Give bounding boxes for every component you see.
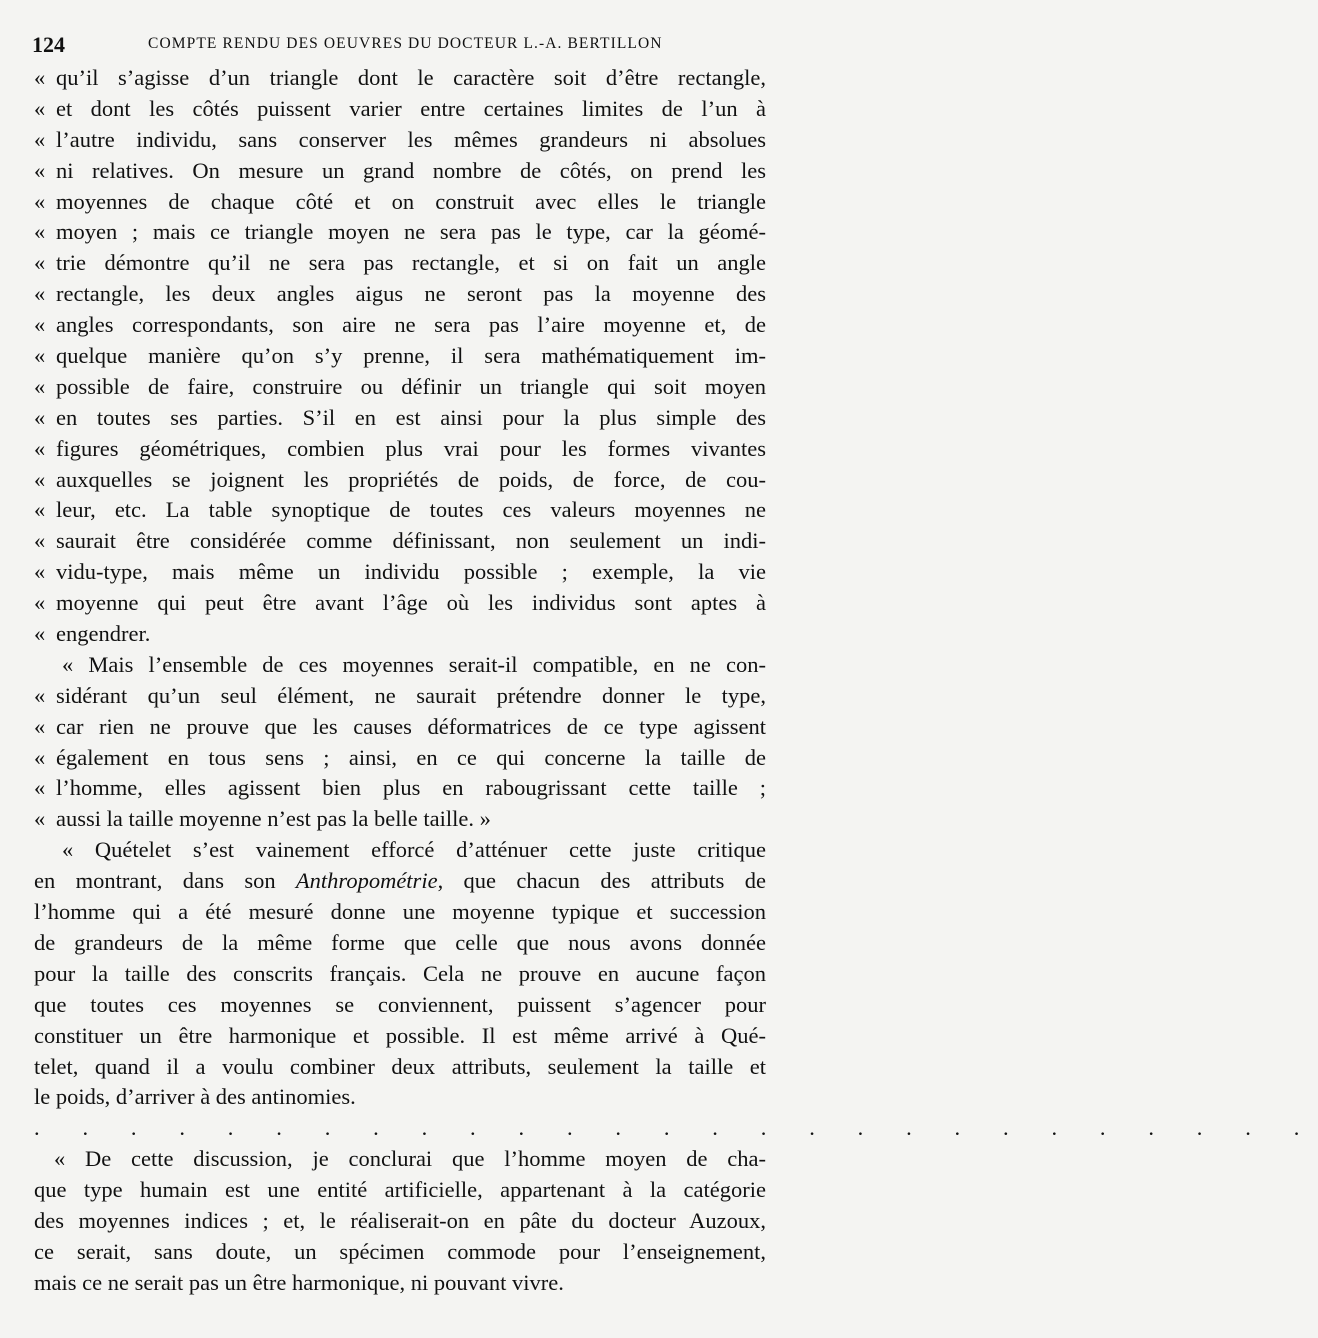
- quote-mark: «: [34, 466, 46, 492]
- quote-mark: «: [34, 621, 46, 647]
- text-line: « trie démontre qu’il ne sera pas rectangle, et si on fait un angle: [34, 248, 766, 279]
- text-line: « l’autre individu, sans conserver les mêmes grandeurs ni absolues: [34, 125, 766, 156]
- text-line: « Quételet s’est vainement efforcé d’atténuer cette juste critique: [62, 837, 766, 863]
- text-line: « car rien ne prouve que les causes déformatrices de ce type agissent: [34, 712, 766, 743]
- text-line: « moyennes de chaque côté et on construit avec elles le triangle: [34, 187, 766, 218]
- text-line: « possible de faire, construire ou définir un triangle qui soit moyen: [34, 372, 766, 403]
- text-line: l’homme qui a été mesuré donne une moyenne typique et succession: [34, 899, 766, 925]
- text-line: que toutes ces moyennes se conviennent, puissent s’agencer pour: [34, 991, 766, 1017]
- text-line: mais ce ne serait pas un être harmonique, ni pouvant vivre.: [34, 1269, 564, 1295]
- quote-mark: «: [34, 775, 46, 801]
- text-line: que type humain est une entité artificielle, appartenant à la catégorie: [34, 1177, 766, 1203]
- text-line: « De cette discussion, je conclurai que l’homme moyen de cha-: [54, 1146, 766, 1172]
- quote-mark: «: [34, 590, 46, 616]
- text-line: « ni relatives. On mesure un grand nombre de côtés, on prend les: [34, 156, 766, 187]
- quote-mark: «: [34, 682, 46, 708]
- text-line: de grandeurs de la même forme que celle que nous avons donnée: [34, 929, 766, 955]
- text-line: « vidu-type, mais même un individu possible ; exemple, la vie: [34, 557, 766, 588]
- text-line: des moyennes indices ; et, le réaliserait-on en pâte du docteur Auzoux,: [34, 1207, 766, 1233]
- quote-mark: «: [34, 250, 46, 276]
- quote-mark: «: [34, 528, 46, 554]
- text-line: « et dont les côtés puissent varier entre certaines limites de l’un à: [34, 94, 766, 125]
- quote-mark: «: [34, 65, 46, 90]
- quote-mark: «: [34, 343, 46, 369]
- quote-mark: «: [34, 312, 46, 338]
- text-line: pour la taille des conscrits français. Cela ne prouve en aucune façon: [34, 960, 766, 986]
- text-line: en montrant, dans son Anthropométrie, que chacun des attributs de: [34, 868, 766, 894]
- text-line: « figures géométriques, combien plus vrai pour les formes vivantes: [34, 434, 766, 465]
- quote-mark: «: [34, 281, 46, 307]
- quote-mark: «: [34, 157, 46, 183]
- page-number: 124: [32, 32, 65, 57]
- text-line: « quelque manière qu’on s’y prenne, il sera mathématiquement im-: [34, 341, 766, 372]
- quote-mark: «: [34, 435, 46, 461]
- text-line: « Mais l’ensemble de ces moyennes serait-il compatible, en ne con-: [62, 651, 766, 677]
- ellipsis-row: . . . . . . . . . . . . . . . . . . . . . . . . . . .: [34, 1115, 1318, 1141]
- quote-mark: «: [34, 559, 46, 585]
- text-line: « rectangle, les deux angles aigus ne seront pas la moyenne des: [34, 279, 766, 310]
- quote-mark: «: [34, 219, 46, 245]
- text-line: « leur, etc. La table synoptique de toutes ces valeurs moyennes ne: [34, 495, 766, 526]
- text-line: constituer un être harmonique et possible. Il est même arrivé à Qué-: [34, 1022, 766, 1048]
- text-line: le poids, d’arriver à des antinomies.: [34, 1084, 356, 1110]
- text-line: « auxquelles se joignent les propriétés de poids, de force, de cou-: [34, 465, 766, 496]
- text-line: « moyenne qui peut être avant l’âge où les individus sont aptes à: [34, 588, 766, 619]
- quote-mark: «: [34, 188, 46, 214]
- book-title: Anthropométrie: [295, 868, 438, 894]
- quote-mark: «: [34, 497, 46, 523]
- text-line: telet, quand il a voulu combiner deux attributs, seulement la taille et: [34, 1053, 766, 1079]
- text-line: « en toutes ses parties. S’il en est ainsi pour la plus simple des: [34, 403, 766, 434]
- quote-mark: «: [34, 806, 46, 832]
- text-line: « qu’il s’agisse d’un triangle dont le caractère soit d’être rectangle,: [34, 63, 766, 94]
- text-line: « également en tous sens ; ainsi, en ce qui concerne la taille de: [34, 743, 766, 774]
- text-line: « saurait être considérée comme définissant, non seulement un indi-: [34, 526, 766, 557]
- text-line: « moyen ; mais ce triangle moyen ne sera pas le type, car la géomé-: [34, 217, 766, 248]
- text-line: « engendrer.: [34, 619, 766, 650]
- quote-mark: «: [34, 744, 46, 770]
- running-title: COMPTE RENDU DES OEUVRES DU DOCTEUR L.-A. BERTILLON: [148, 35, 663, 52]
- quote-mark: «: [34, 404, 46, 430]
- text-line: « angles correspondants, son aire ne sera pas l’aire moyenne et, de: [34, 310, 766, 341]
- quote-mark: «: [34, 713, 46, 739]
- text-line: « l’homme, elles agissent bien plus en rabougrissant cette taille ;: [34, 773, 766, 804]
- text-line: ce serait, sans doute, un spécimen commode pour l’enseignement,: [34, 1238, 766, 1264]
- quote-mark: «: [34, 95, 46, 121]
- text-line: « aussi la taille moyenne n’est pas la belle taille. »: [34, 804, 766, 835]
- text-line: « sidérant qu’un seul élément, ne saurait prétendre donner le type,: [34, 681, 766, 712]
- page-body: [34, 63, 1318, 1299]
- quote-mark: «: [34, 373, 46, 399]
- quote-mark: «: [34, 126, 46, 152]
- running-head: [30, 30, 780, 60]
